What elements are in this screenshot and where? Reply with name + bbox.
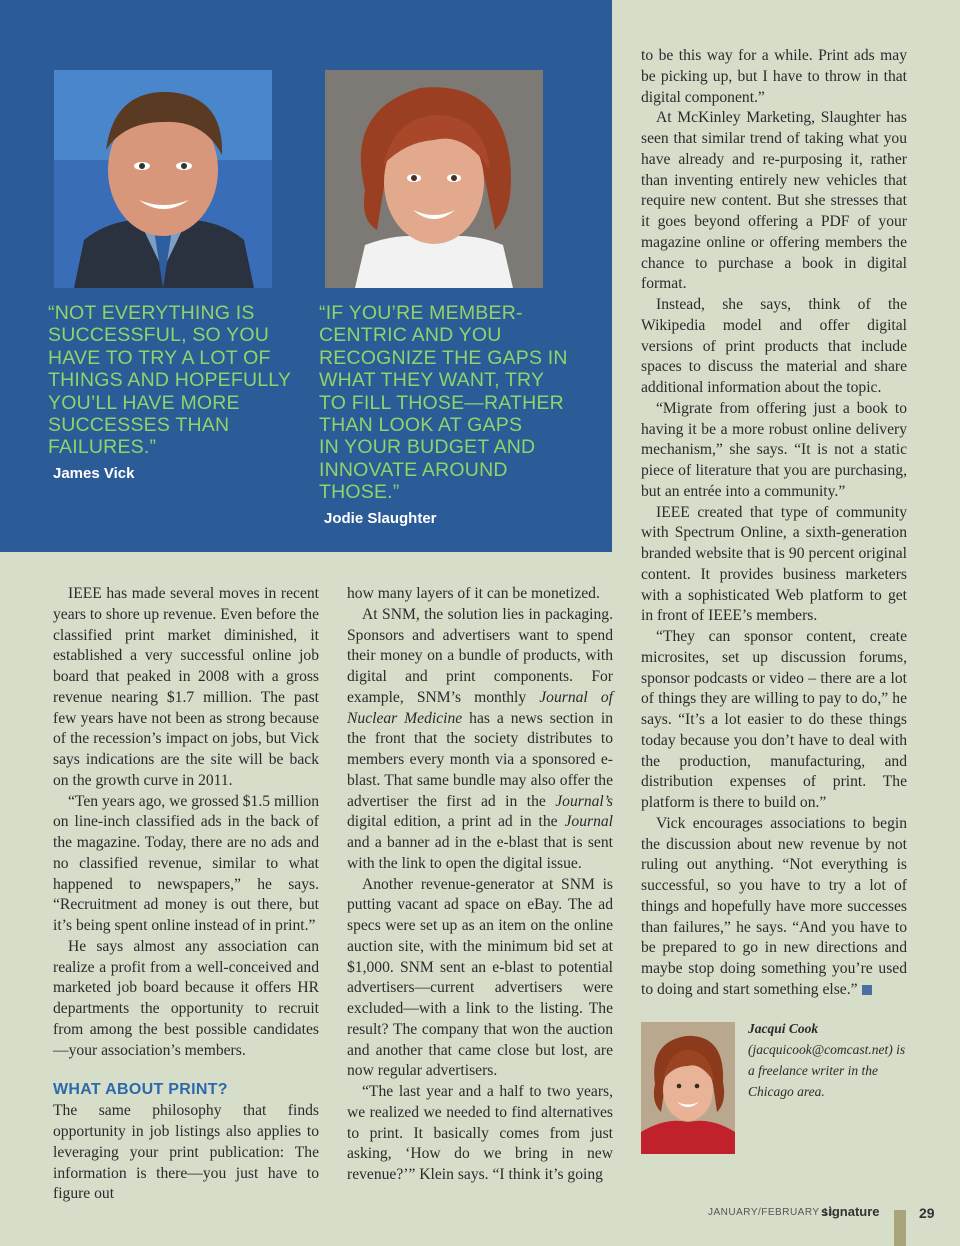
footer-magazine-name: signature	[821, 1204, 880, 1219]
author-bio: Jacqui Cook (jacquicook@comcast.net) is a freelance writer in the Chicago area.	[748, 1021, 906, 1099]
pull-quote-slaughter: “IF YOU’RE MEMBER- CENTRIC AND YOU RECOGNIZE THE GAPS IN WHAT THEY WANT, TRY TO FILL THOSE—RATHER THAN LOOK AT GAPS IN YOUR BUDGET AND INNOVATE AROUND THOSE.”	[319, 302, 568, 504]
body-paragraph: “They can sponsor content, create microsites, set up discussion forums, sponsor podcasts or video – there are a lot of things they are willing to pay to do,” he says. “It’s a lot easier to do these things today because you don’t have to deal with the production, manufacturing, and distribution expenses of print. The platform is there to build on.”	[641, 628, 907, 811]
footer-accent-bar	[894, 1210, 906, 1246]
footer-issue-date: JANUARY/FEBRUARY 11	[708, 1207, 835, 1218]
journal-title: Journal	[564, 813, 613, 831]
body-paragraph: “Migrate from offering just a book to having it be a more robust online delivery mechanism,” she says. “It is not a static piece of literature that you are purchasing, but an entrée into a community.”	[641, 399, 907, 500]
body-paragraph: IEEE created that type of community with Spectrum Online, a sixth-generation branded website that is 90 percent original content. It provides business marketers with a sophisticated Web platform to get in front of IEEE’s members.	[641, 503, 907, 625]
body-paragraph: Another revenue-generator at SNM is putting vacant ad space on eBay. The ad specs were set up as an item on the online auction site, with the minimum bid set at $1,000. SNM sent an e-blast to potential advertisers—current advertisers were excluded—with a link to the listing. The result? The company that won the auction and another that came close but lost, are now regular advertisers.	[347, 875, 613, 1080]
article-column-1	[53, 584, 319, 1205]
photo-author-jacqui-cook	[641, 1022, 735, 1154]
body-paragraph: Instead, she says, think of the Wikipedia model and offer digital versions of print products that include spaces to discuss the material and share additional information about the topic.	[641, 296, 907, 396]
body-paragraph: At McKinley Marketing, Slaughter has seen that similar trend of taking what you have already and re-purposing it, rather than inventing entirely new vehicles that require new content. But she stresses that it goes beyond offering a PDF of your magazine online or offering members the chance to purchase a book in digital format.	[641, 109, 907, 293]
body-paragraph: how many layers of it can be monetized.	[347, 585, 600, 602]
quote-attribution-vick: James Vick	[53, 465, 135, 482]
page-number: 29	[919, 1205, 935, 1221]
author-name: Jacqui Cook	[748, 1021, 819, 1036]
body-paragraph: “The last year and a half to two years, we realized we needed to find alternatives to print. It basically comes from just asking, ‘How do we bring in new revenue?’” Klein says. “I think it’s going	[347, 1083, 613, 1183]
article-column-3	[641, 46, 907, 1001]
article-column-2	[347, 584, 613, 1186]
body-paragraph: The same philosophy that finds opportunity in job listings also applies to leveraging your print publication: The information is there—you just have to figure out	[53, 1102, 319, 1203]
pull-quote-vick: “NOT EVERYTHING IS SUCCESSFUL, SO YOU HAVE TO TRY A LOT OF THINGS AND HOPEFULLY YOU’LL HAVE MORE SUCCESSES THAN FAILURES.”	[48, 302, 292, 459]
body-paragraph: to be this way for a while. Print ads may be picking up, but I have to throw in that digital component.”	[641, 47, 907, 106]
body-paragraph: IEEE has made several moves in recent years to shore up revenue. Even before the classified print market diminished, it established a very successful online job board that peaked in 2008 with a gross revenue nearing $1.7 million. The past few years have not been as strong because of the recession’s impact on jobs, but Vick says indications are the site will be back on the growth curve in 2011.	[53, 585, 319, 789]
body-paragraph: He says almost any association can realize a profit from a well-conceived and marketed job board because it offers HR departments the opportunity to recruit from among the best possible candidates—your association’s members.	[53, 937, 319, 1059]
body-paragraph: At SNM, the solution lies in packaging. Sponsors and advertisers want to spend their money on a bundle of products, with digital and print components. For example, SNM’s monthly Journal of Nuclear Medicine has a news section in the front that the society distributes to members every month via a sponsored e-blast. That same bundle may also offer the advertiser the first ad in the Journal’s digital edition, a print ad in the Journal and a banner ad in the e-blast that is sent with the link to open the digital issue.	[347, 605, 613, 872]
quote-attribution-slaughter: Jodie Slaughter	[324, 510, 437, 527]
journal-title: Journal’s	[555, 792, 613, 810]
section-subhead: WHAT ABOUT PRINT?	[53, 1081, 228, 1099]
journal-title: Journal of Nuclear Medicine	[347, 688, 613, 727]
body-paragraph: Vick encourages associations to begin the discussion about new revenue by not ruling out anything. “Not everything is successful, so you have to try a lot of things and hopefully have more successes than failures,” he says. “And you have to be prepared to go in new directions and maybe stop doing something you’re used to doing and start something else.”	[641, 814, 907, 998]
photo-james-vick	[54, 70, 272, 288]
end-of-article-mark	[862, 985, 872, 995]
photo-jodie-slaughter	[325, 70, 543, 288]
body-paragraph: “Ten years ago, we grossed $1.5 million on line-inch classified ads in the back of the magazine. Today, there are no ads and no classified revenue, similar to what happened to newspapers,” he says. “Recruitment ad money is out there, but it’s being spent online instead of in print.”	[53, 792, 319, 934]
